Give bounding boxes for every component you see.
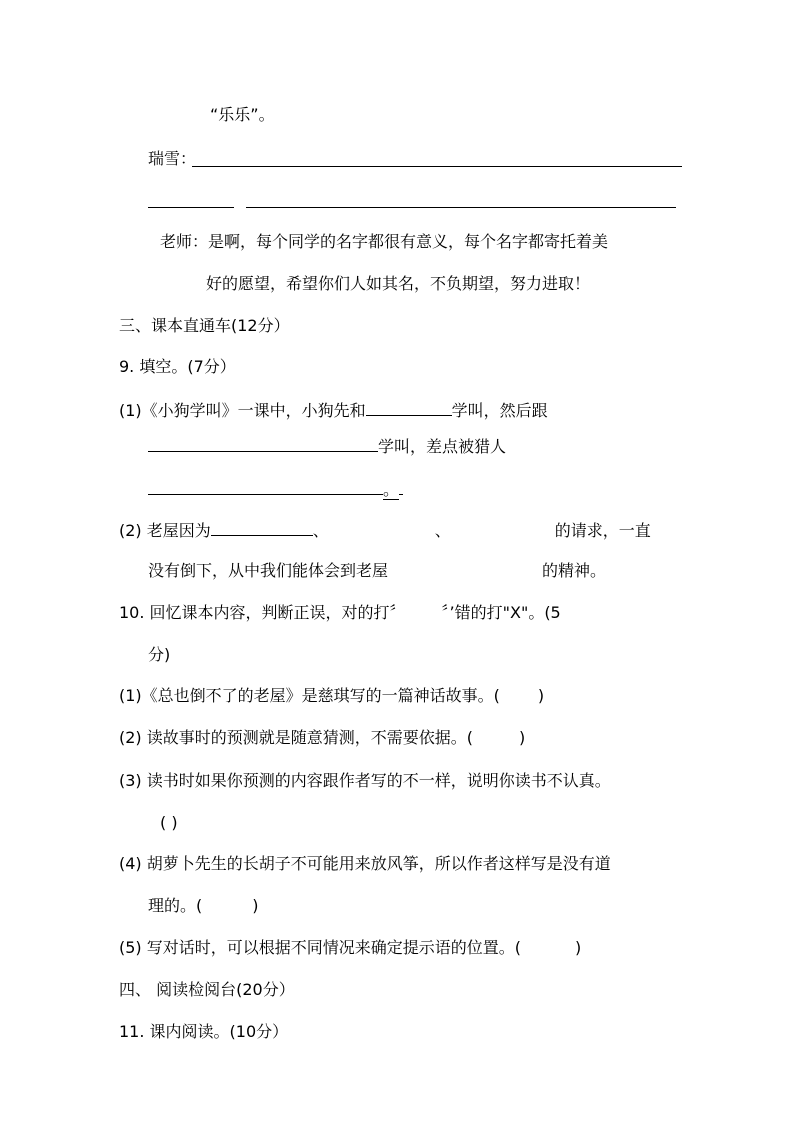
q10-item-5 bbox=[119, 937, 581, 959]
dialogue-lele: “乐乐”。 bbox=[210, 105, 275, 124]
q10-title bbox=[119, 602, 561, 624]
q9-item-1 bbox=[119, 398, 548, 422]
fill-blank bbox=[366, 398, 452, 416]
q9-item-2-line-2-prefix: 没有倒下，从中我们能体会到老屋 bbox=[148, 561, 389, 580]
q9-item-2-prefix: (2) 老屋因为 bbox=[119, 521, 211, 540]
q9-title: 9. 填空。(7分） bbox=[119, 357, 236, 376]
section-4-title: 四、 阅读检阅台(20分） bbox=[119, 980, 295, 999]
q10-item-3: (3) 读书时如果你预测的内容跟作者写的不一样，说明你读书不认真。 bbox=[119, 771, 611, 790]
separator: 、 bbox=[434, 521, 451, 540]
q10-item-4: (4) 胡萝卜先生的长胡子不可能用来放风筝，所以作者这样写是没有道 bbox=[119, 854, 611, 873]
paren-close: ) bbox=[537, 686, 545, 705]
teacher-line-1: 老师：是啊，每个同学的名字都很有意义，每个名字都寄托着美 bbox=[160, 232, 609, 251]
q9-item-1-line-3 bbox=[148, 477, 403, 501]
q9-item-1-suffix: 学叫，差点被猎人 bbox=[378, 437, 507, 456]
q10-item-3-paren: ( ) bbox=[160, 813, 178, 832]
q9-item-2 bbox=[119, 518, 651, 542]
q10-item-5-text: (5) 写对话时，可以根据不同情况来确定提示语的位置。( bbox=[119, 938, 521, 957]
q10-item-4-line-2 bbox=[148, 895, 259, 917]
q9-item-1-end: 。 bbox=[383, 480, 400, 499]
q11-title: 11. 课内阅读。(10分） bbox=[119, 1022, 289, 1041]
q10-title-part-1: 10. 回忆课本内容，判断正误，对的打〞 bbox=[119, 603, 406, 622]
q10-item-2 bbox=[119, 727, 525, 749]
answer-line bbox=[148, 207, 234, 208]
answer-line bbox=[192, 166, 682, 167]
q10-item-1-text: (1)《总也倒不了的老屋》是慈琪写的一篇神话故事。( bbox=[119, 686, 500, 705]
teacher-line-2: 好的愿望，希望你们人如其名，不负期望，努力进取！ bbox=[206, 274, 591, 293]
q10-item-4-line-2-text: 理的。( bbox=[148, 896, 203, 915]
paren-close: ) bbox=[252, 896, 259, 915]
q9-item-1-line-2 bbox=[148, 434, 506, 458]
fill-blank bbox=[211, 518, 313, 536]
q9-item-1-prefix: (1)《小狗学叫》一课中，小狗先和 bbox=[119, 401, 366, 420]
fill-blank bbox=[148, 434, 378, 452]
q9-item-2-line-2 bbox=[148, 560, 606, 582]
fill-blank bbox=[399, 477, 403, 495]
q9-item-2-line-2-suffix: 的精神。 bbox=[542, 561, 607, 580]
answer-line bbox=[246, 207, 676, 208]
section-3-title: 三、课本直通车(12分） bbox=[119, 316, 290, 335]
q10-title-part-3: 分) bbox=[148, 645, 171, 664]
q10-item-1 bbox=[119, 685, 544, 707]
ruixue-label: 瑞雪： bbox=[148, 149, 197, 168]
fill-blank bbox=[148, 477, 383, 495]
paren-close: ) bbox=[519, 728, 526, 747]
separator: 、 bbox=[312, 521, 329, 540]
q10-item-2-text: (2) 读故事时的预测就是随意猜测，不需要依据。( bbox=[119, 728, 473, 747]
q10-title-part-2: 〞’错的打"X"。(5 bbox=[441, 603, 561, 622]
q9-item-1-mid: 学叫，然后跟 bbox=[451, 401, 548, 420]
paren-close: ) bbox=[575, 938, 582, 957]
q9-item-2-suffix: 的请求，一直 bbox=[554, 521, 651, 540]
